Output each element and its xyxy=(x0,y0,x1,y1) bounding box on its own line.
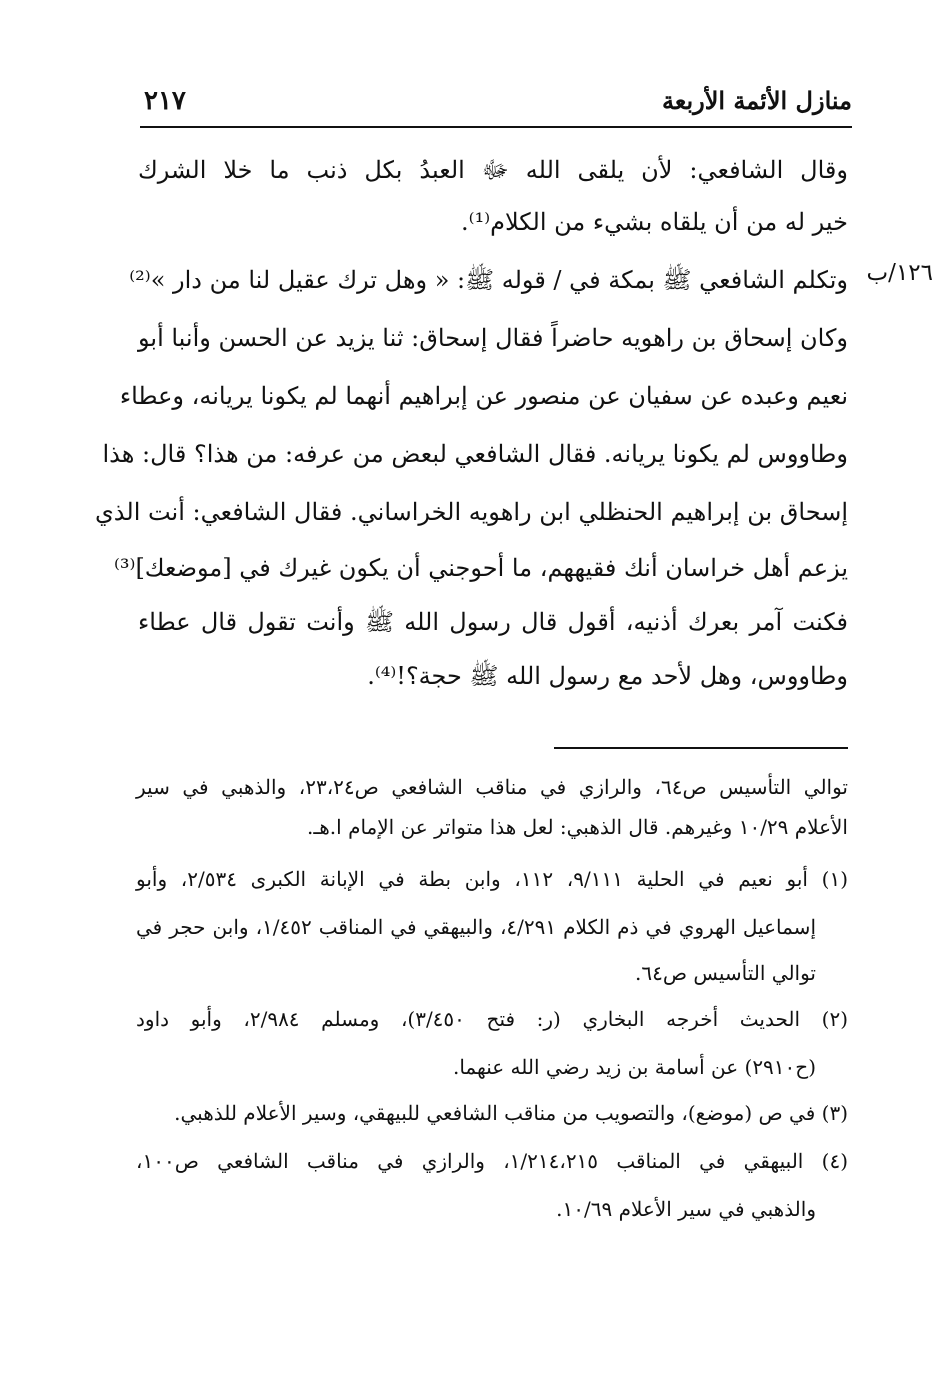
footnote-line: والذهبي في سير الأعلام ١٠/٦٩. xyxy=(556,1197,816,1221)
page-header xyxy=(140,84,852,128)
footnote-line: (٢) الحديث أخرجه البخاري (ر: فتح ٣/٤٥٠)، ومسلم ٢/٩٨٤، وأبو داود xyxy=(136,1007,848,1031)
body-line: وقال الشافعي: لأن يلقى الله ﷻ العبدُ بكل ذنب ما خلا الشرك xyxy=(138,156,848,184)
footnote-line: (ح٢٩١٠) عن أسامة بن زيد رضي الله عنهما. xyxy=(452,1055,816,1079)
body-line: فكنت آمر بعرك أذنيه، أقول قال رسول الله ﷺ وأنت تقول قال عطاء xyxy=(138,608,848,636)
body-line: وطاووس، وهل لأحد مع رسول الله ﷺ حجة؟!⁽⁴⁾. xyxy=(367,662,848,690)
page-number: ٢١٧ xyxy=(144,86,186,116)
footnote-line: إسماعيل الهروي في ذم الكلام ٤/٢٩١، والبيهقي في المناقب ١/٤٥٢، وابن حجر في xyxy=(136,915,817,939)
body-line: وكان إسحاق بن راهويه حاضراً فقال إسحاق: ثنا يزيد عن الحسن وأنبا أبو xyxy=(137,324,848,352)
footnote-line: توالي التأسيس ص٦٤، والرازي في مناقب الشافعي ص٢٣،٢٤، والذهبي في سير xyxy=(136,775,848,799)
footnote-line: (٤) البيهقي في المناقب ١/٢١٤،٢١٥، والرازي في مناقب الشافعي ص١٠٠، xyxy=(136,1149,848,1173)
footnote-line: توالي التأسيس ص٦٤. xyxy=(634,961,816,985)
footnote-line: (٣) في ص (موضع)، والتصويب من مناقب الشافعي للبيهقي، وسير الأعلام للذهبي. xyxy=(174,1101,848,1125)
body-line: نعيم وعبده عن سفيان عن منصور عن إبراهيم أنهما لم يكونا يريانه، وعطاء xyxy=(119,382,848,410)
footnote-line: الأعلام ١٠/٢٩ وغيرهم. قال الذهبي: لعل هذا متواتر عن الإمام ا.هـ. xyxy=(307,815,848,839)
running-title: منازل الأئمة الأربعة xyxy=(662,86,852,115)
body-line: إسحاق بن إبراهيم الحنظلي ابن راهويه الخراساني. فقال الشافعي: أنت الذي xyxy=(95,498,848,526)
footnote-line: (١) أبو نعيم في الحلية ٩/١١١، ١١٢، وابن بطة في الإبانة الكبرى ٢/٥٣٤، وأبو xyxy=(136,867,848,891)
body-line: وتكلم الشافعي ﷺ بمكة في / قوله ﷺ: « وهل ترك عقيل لنا من دار »⁽²⁾ xyxy=(129,266,848,294)
body-line: خير له من أن يلقاه بشيء من الكلام⁽¹⁾. xyxy=(461,208,848,236)
body-line: وطاووس لم يكونا يريانه. فقال الشافعي لبعض من عرفه: من هذا؟ قال: هذا xyxy=(102,440,848,468)
footnote-separator xyxy=(554,747,848,749)
manuscript-folio-note: ١٢٦/ب xyxy=(866,260,933,286)
body-line: يزعم أهل خراسان أنك فقيههم، ما أحوجني أن يكون غيرك في [موضعك]⁽³⁾ xyxy=(114,554,848,582)
